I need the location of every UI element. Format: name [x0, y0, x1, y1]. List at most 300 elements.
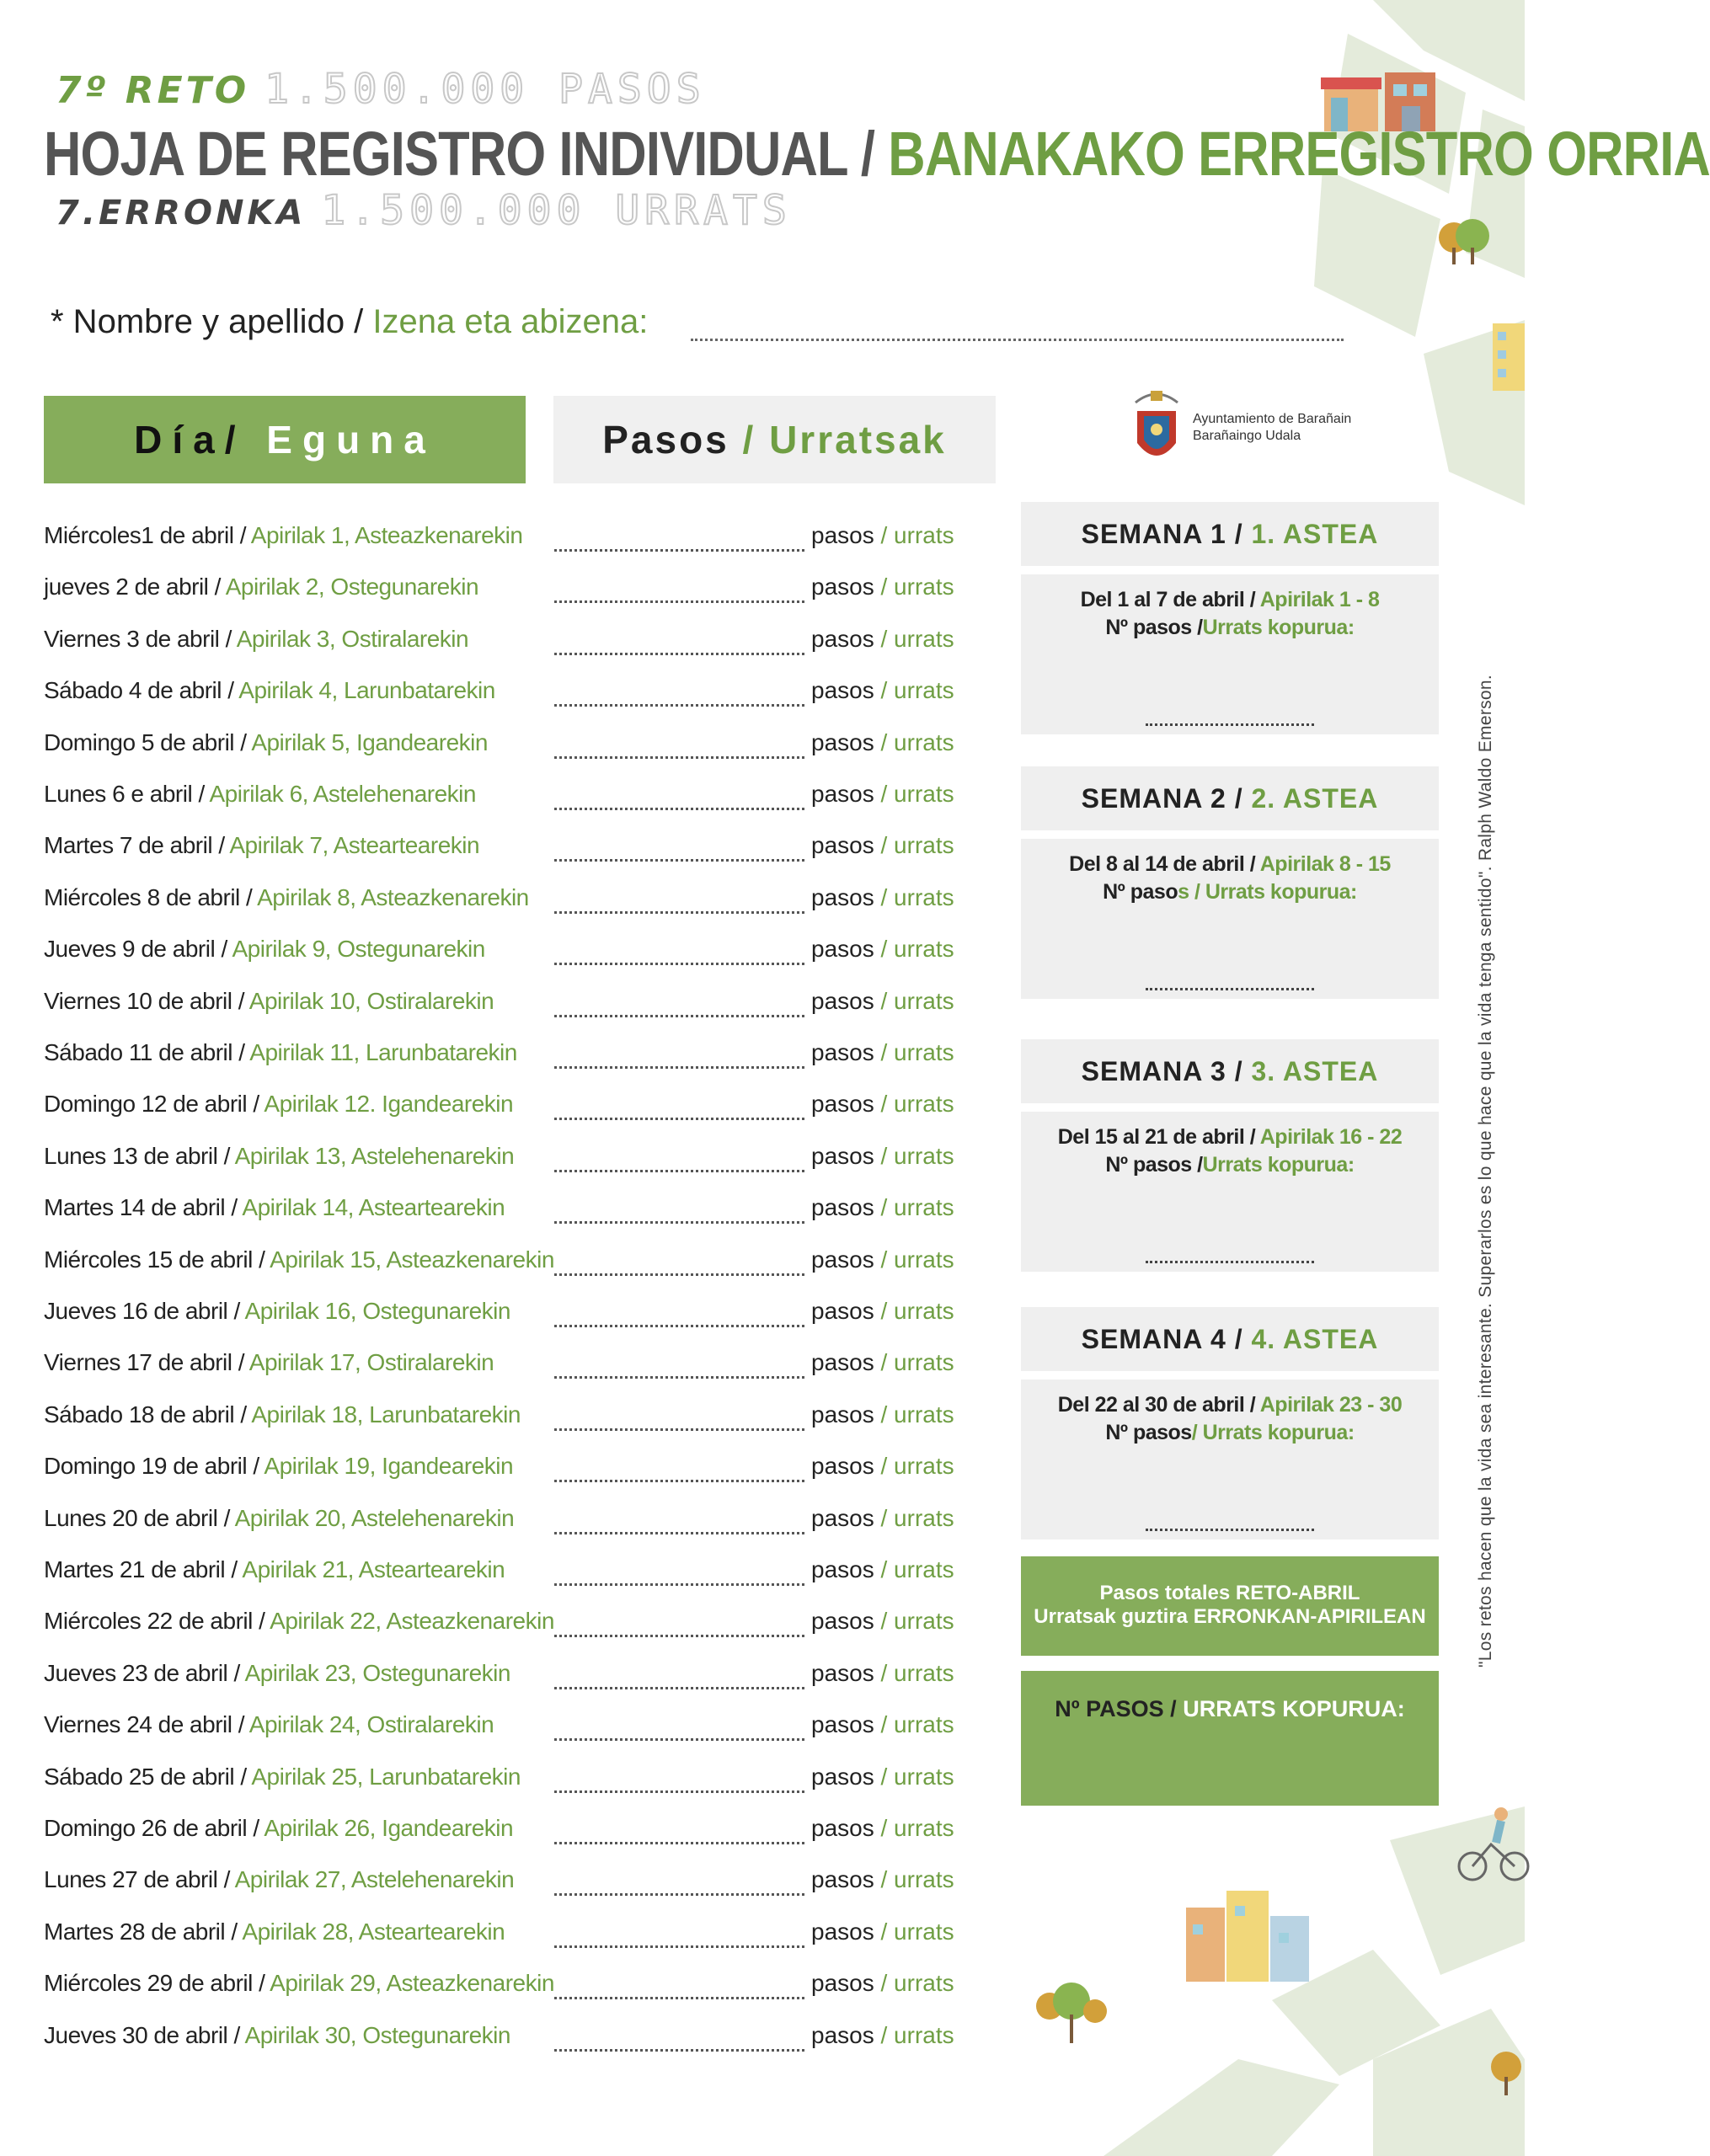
- unit-es: pasos: [811, 1246, 874, 1273]
- cyclist-illustration: [1457, 1802, 1525, 1883]
- unit-eu: / urrats: [880, 574, 954, 600]
- day-label-es: Miércoles1 de abril /: [44, 522, 247, 548]
- steps-input-line[interactable]: [554, 1893, 804, 1896]
- day-label-eu: Apirilak 16, Ostegunarekin: [244, 1298, 510, 1324]
- day-label: [44, 1505, 514, 1532]
- day-row: [44, 1349, 1004, 1383]
- count-label-eu: URRATS KOPURUA:: [1183, 1696, 1405, 1721]
- erronka-prefix: 7.ERRONKA: [56, 194, 307, 232]
- day-label-es: Lunes 27 de abril /: [44, 1866, 230, 1893]
- day-label-eu: Apirilak 4, Larunbatarekin: [238, 677, 495, 704]
- day-label-es: Jueves 23 de abril /: [44, 1659, 240, 1686]
- coat-of-arms-icon: [1127, 386, 1186, 470]
- day-row: [44, 522, 1004, 556]
- day-label: [44, 1815, 513, 1842]
- day-label: [44, 1246, 554, 1273]
- steps-input-line[interactable]: [554, 1687, 804, 1689]
- steps-unit: [811, 1764, 954, 1790]
- day-label: [44, 1556, 505, 1583]
- unit-eu: / urrats: [880, 1711, 954, 1738]
- day-label: [44, 626, 468, 653]
- unit-es: pasos: [811, 1659, 874, 1686]
- day-row: [44, 729, 1004, 763]
- steps-input-line[interactable]: [554, 1635, 804, 1637]
- steps-input-line[interactable]: [554, 600, 804, 603]
- day-label: [44, 1660, 510, 1687]
- tree-illustration-top: [1432, 217, 1499, 268]
- unit-es: pasos: [811, 574, 874, 600]
- week-count-es: Nº pasos /: [1105, 616, 1203, 639]
- unit-es: pasos: [811, 1556, 874, 1582]
- steps-input-line[interactable]: [554, 1221, 804, 1224]
- unit-eu: / urrats: [880, 1970, 954, 1997]
- day-row: [44, 1660, 1004, 1694]
- week-count-eu: Urrats kopurua:: [1202, 1153, 1355, 1177]
- week-header: [1021, 766, 1439, 830]
- name-label-es: * Nombre y apellido /: [51, 303, 364, 340]
- steps-input-line[interactable]: [554, 1842, 804, 1844]
- unit-es: pasos: [811, 1142, 874, 1169]
- day-label-eu: Apirilak 26, Igandearekin: [264, 1815, 514, 1841]
- day-label-eu: Apirilak 7, Asteartearekin: [229, 832, 480, 859]
- steps-input-line[interactable]: [554, 653, 804, 655]
- day-row: [44, 1246, 1004, 1280]
- day-label: [44, 2022, 510, 2049]
- day-row: [44, 781, 1004, 814]
- week-steps-input-line[interactable]: [1146, 723, 1314, 726]
- erronka-heading: [56, 187, 792, 237]
- steps-input-line[interactable]: [554, 1480, 804, 1482]
- day-row: [44, 1453, 1004, 1486]
- day-column-header: [44, 396, 526, 483]
- day-label-es: Jueves 9 de abril /: [44, 936, 227, 963]
- day-label-eu: Apirilak 12. Igandearekin: [264, 1091, 514, 1118]
- title-es: HOJA DE REGISTRO INDIVIDUAL /: [44, 119, 875, 189]
- steps-input-line[interactable]: [554, 963, 804, 965]
- steps-unit: [811, 1246, 954, 1273]
- total-line1: Pasos totales RETO-ABRIL: [1099, 1582, 1360, 1604]
- week-header: [1021, 1307, 1439, 1371]
- unit-eu: / urrats: [880, 781, 954, 807]
- steps-unit: [811, 781, 954, 808]
- steps-unit: [811, 1866, 954, 1893]
- steps-unit: [811, 626, 954, 653]
- steps-unit: [811, 1039, 954, 1066]
- unit-es: pasos: [811, 1298, 874, 1324]
- day-label: [44, 781, 476, 808]
- steps-input-line[interactable]: [554, 859, 804, 862]
- unit-eu: / urrats: [880, 1401, 954, 1428]
- week-range: [1021, 852, 1439, 877]
- week-title-es: SEMANA 4 /: [1081, 1323, 1243, 1354]
- unit-es: pasos: [811, 832, 874, 859]
- day-label-es: Domingo 26 de abril /: [44, 1815, 259, 1841]
- steps-input-line[interactable]: [554, 1066, 804, 1069]
- day-row: [44, 1401, 1004, 1435]
- day-label: [44, 1349, 494, 1376]
- day-label: [44, 1091, 513, 1118]
- day-label-es: Lunes 20 de abril /: [44, 1504, 230, 1531]
- day-label: [44, 1453, 513, 1480]
- week-count-label: [1021, 880, 1439, 905]
- day-label: [44, 1866, 514, 1893]
- day-label-eu: Apirilak 18, Larunbatarekin: [251, 1401, 521, 1428]
- steps-unit: [811, 729, 954, 756]
- week-body: [1021, 1380, 1439, 1540]
- day-label-es: Martes 7 de abril /: [44, 832, 225, 859]
- steps-input-line[interactable]: [554, 1015, 804, 1017]
- day-label: [44, 1298, 510, 1325]
- unit-eu: / urrats: [880, 1866, 954, 1893]
- week-title-es: SEMANA 1 /: [1081, 518, 1243, 549]
- day-row: [44, 2022, 1004, 2056]
- day-row: [44, 1711, 1004, 1745]
- steps-unit: [811, 1608, 954, 1635]
- week-count-label: [1021, 616, 1439, 640]
- day-label-eu: Apirilak 25, Larunbatarekin: [251, 1763, 521, 1790]
- day-label: [44, 832, 479, 859]
- week-range-eu: Apirilak 8 - 15: [1259, 852, 1391, 876]
- week-count-label: [1021, 1421, 1439, 1445]
- week-range-eu: Apirilak 1 - 8: [1259, 588, 1380, 611]
- day-label-es: Lunes 13 de abril /: [44, 1142, 230, 1169]
- unit-es: pasos: [811, 1866, 874, 1893]
- total-count-box[interactable]: [1021, 1671, 1439, 1806]
- day-label-eu: Apirilak 14, Asteartearekin: [242, 1194, 505, 1221]
- unit-eu: / urrats: [880, 1194, 954, 1221]
- steps-unit: [811, 1505, 954, 1532]
- week-title-eu: 1. ASTEA: [1251, 518, 1379, 549]
- day-label-eu: Apirilak 3, Ostiralarekin: [236, 625, 469, 652]
- day-label-eu: Apirilak 1, Asteazkenarekin: [250, 522, 523, 548]
- day-row: [44, 1505, 1004, 1539]
- steps-unit: [811, 884, 954, 911]
- day-row: [44, 1866, 1004, 1900]
- unit-eu: / urrats: [880, 677, 954, 704]
- unit-eu: / urrats: [880, 1556, 954, 1582]
- steps-input-line[interactable]: [554, 2049, 804, 2052]
- week-count-eu: / Urrats kopurua:: [1191, 1421, 1355, 1444]
- day-row: [44, 884, 1004, 918]
- day-label-es: jueves 2 de abril /: [44, 574, 221, 600]
- week-range-eu: Apirilak 16 - 22: [1259, 1125, 1403, 1149]
- steps-input-line[interactable]: [554, 1583, 804, 1586]
- unit-es: pasos: [811, 883, 874, 910]
- steps-input-line[interactable]: [554, 1170, 804, 1172]
- day-label-eu: Apirilak 28, Asteartearekin: [242, 1918, 505, 1945]
- unit-eu: / urrats: [880, 1815, 954, 1841]
- week-header: [1021, 502, 1439, 566]
- day-row: [44, 1970, 1004, 2004]
- day-label-eu: Apirilak 24, Ostiralarekin: [248, 1711, 494, 1738]
- unit-es: pasos: [811, 1711, 874, 1738]
- unit-eu: / urrats: [880, 832, 954, 859]
- steps-input-line[interactable]: [554, 1738, 804, 1741]
- week-steps-input-line[interactable]: [1146, 1261, 1314, 1263]
- trees-illustration-bottom: [1029, 1979, 1114, 2047]
- steps-input-line[interactable]: [554, 549, 804, 552]
- day-label-es: Miércoles 22 de abril /: [44, 1608, 265, 1635]
- unit-es: pasos: [811, 1401, 874, 1428]
- unit-es: pasos: [811, 1970, 874, 1997]
- steps-input-line[interactable]: [554, 1428, 804, 1431]
- day-label-eu: Apirilak 27, Astelehenarekin: [234, 1866, 515, 1893]
- day-label-eu: Apirilak 22, Asteazkenarekin: [270, 1608, 554, 1635]
- unit-eu: / urrats: [880, 1298, 954, 1324]
- day-label: [44, 1764, 521, 1790]
- name-label-eu: Izena eta abizena:: [372, 303, 649, 340]
- emerson-quote: "Los retos hacen que la vida sea interesante. Superarlos es lo que hace que la vida tenga sentido". Ralph Waldo Emerson.: [1476, 674, 1495, 1668]
- day-label-es: Miércoles 8 de abril /: [44, 883, 253, 910]
- tree-illustration-corner: [1483, 2047, 1525, 2097]
- steps-unit: [811, 1815, 954, 1842]
- day-label-es: Viernes 17 de abril /: [44, 1349, 245, 1376]
- unit-eu: / urrats: [880, 1246, 954, 1273]
- day-row: [44, 626, 1004, 659]
- day-label-es: Jueves 30 de abril /: [44, 2021, 240, 2048]
- reto-heading: [56, 66, 706, 116]
- week-count-eu: s / Urrats kopurua:: [1178, 880, 1357, 904]
- unit-eu: / urrats: [880, 2021, 954, 2048]
- day-row: [44, 1556, 1004, 1590]
- day-label-eu: Apirilak 21, Asteartearekin: [242, 1556, 505, 1582]
- steps-unit: [811, 936, 954, 963]
- steps-unit: [811, 1349, 954, 1376]
- day-label-eu: Apirilak 23, Ostegunarekin: [244, 1659, 510, 1686]
- steps-input-line[interactable]: [554, 1997, 804, 1999]
- week-count-es: Nº paso: [1103, 880, 1178, 904]
- day-label-es: Martes 14 de abril /: [44, 1194, 238, 1221]
- unit-es: pasos: [811, 1349, 874, 1376]
- day-label: [44, 1401, 521, 1428]
- steps-input-line[interactable]: [554, 1790, 804, 1793]
- steps-unit: [811, 1143, 954, 1170]
- day-label-eu: Apirilak 15, Asteazkenarekin: [270, 1246, 554, 1273]
- day-row: [44, 1039, 1004, 1073]
- day-row: [44, 1815, 1004, 1849]
- day-label-es: Miércoles 29 de abril /: [44, 1970, 265, 1997]
- day-label-es: Lunes 6 e abril /: [44, 781, 205, 807]
- total-steps-box: [1021, 1556, 1439, 1656]
- week-range: [1021, 588, 1439, 612]
- steps-header-es: Pasos: [602, 418, 729, 462]
- steps-input-line[interactable]: [554, 1945, 804, 1948]
- day-row: [44, 936, 1004, 969]
- unit-eu: / urrats: [880, 1142, 954, 1169]
- day-label-es: Sábado 18 de abril /: [44, 1401, 247, 1428]
- erronka-steps: 1.500.000 URRATS: [321, 187, 792, 234]
- week-range-es: Del 15 al 21 de abril /: [1057, 1125, 1256, 1149]
- steps-unit: [811, 1091, 954, 1118]
- unit-es: pasos: [811, 1453, 874, 1480]
- unit-eu: / urrats: [880, 625, 954, 652]
- week-steps-input-line[interactable]: [1146, 1529, 1314, 1531]
- week-body: [1021, 1112, 1439, 1272]
- day-label-eu: Apirilak 2, Ostegunarekin: [225, 574, 479, 600]
- unit-es: pasos: [811, 1815, 874, 1841]
- steps-input-line[interactable]: [554, 756, 804, 759]
- day-label: [44, 1970, 554, 1997]
- day-label-es: Sábado 11 de abril /: [44, 1039, 245, 1065]
- steps-input-line[interactable]: [554, 1118, 804, 1120]
- total-line2: Urratsak guztira ERRONKAN-APIRILEAN: [1034, 1605, 1426, 1628]
- steps-unit: [811, 1660, 954, 1687]
- steps-unit: [811, 1194, 954, 1221]
- reto-prefix: 7º RETO: [56, 69, 250, 112]
- steps-input-line[interactable]: [554, 1325, 804, 1327]
- day-label-eu: Apirilak 11, Larunbatarekin: [249, 1039, 517, 1065]
- title-eu: BANAKAKO ERREGISTRO ORRIA: [888, 119, 1710, 189]
- week-title-es: SEMANA 2 /: [1081, 782, 1243, 814]
- steps-input-line[interactable]: [554, 911, 804, 914]
- unit-es: pasos: [811, 522, 874, 548]
- unit-es: pasos: [811, 936, 874, 963]
- day-row: [44, 1919, 1004, 1952]
- day-label-eu: Apirilak 9, Ostegunarekin: [232, 936, 485, 963]
- unit-eu: / urrats: [880, 522, 954, 548]
- steps-header-eu: / Urratsak: [742, 418, 947, 462]
- day-header-eu: Eguna: [266, 418, 436, 462]
- day-label: [44, 988, 494, 1015]
- steps-unit: [811, 1401, 954, 1428]
- day-label-eu: Apirilak 17, Ostiralarekin: [248, 1349, 494, 1376]
- day-row: [44, 1608, 1004, 1641]
- week-range: [1021, 1393, 1439, 1417]
- count-label-es: Nº PASOS /: [1055, 1696, 1177, 1721]
- week-body: [1021, 574, 1439, 734]
- unit-es: pasos: [811, 781, 874, 807]
- steps-unit: [811, 988, 954, 1015]
- day-label-eu: Apirilak 20, Astelehenarekin: [234, 1504, 515, 1531]
- day-label-eu: Apirilak 8, Asteazkenarekin: [257, 883, 529, 910]
- unit-eu: / urrats: [880, 1918, 954, 1945]
- day-label: [44, 1608, 554, 1635]
- logo-line1: Ayuntamiento de Barañain: [1193, 412, 1352, 426]
- week-count-label: [1021, 1153, 1439, 1177]
- day-label-eu: Apirilak 5, Igandearekin: [251, 728, 488, 755]
- steps-unit: [811, 1556, 954, 1583]
- day-row: [44, 832, 1004, 866]
- unit-eu: / urrats: [880, 883, 954, 910]
- steps-unit: [811, 1919, 954, 1945]
- day-label-eu: Apirilak 30, Ostegunarekin: [244, 2021, 510, 2048]
- day-label-es: Domingo 19 de abril /: [44, 1453, 259, 1480]
- day-label-es: Jueves 16 de abril /: [44, 1298, 240, 1324]
- week-header: [1021, 1039, 1439, 1103]
- day-label-es: Sábado 25 de abril /: [44, 1763, 247, 1790]
- day-label-es: Sábado 4 de abril /: [44, 677, 234, 704]
- unit-es: pasos: [811, 1091, 874, 1118]
- week-title-es: SEMANA 3 /: [1081, 1055, 1243, 1086]
- week-count-es: Nº pasos /: [1105, 1153, 1203, 1177]
- day-label-es: Viernes 10 de abril /: [44, 987, 245, 1014]
- day-label-es: Martes 28 de abril /: [44, 1918, 238, 1945]
- unit-es: pasos: [811, 1039, 874, 1065]
- day-label: [44, 1919, 505, 1945]
- unit-es: pasos: [811, 1763, 874, 1790]
- steps-input-line[interactable]: [554, 808, 804, 810]
- week-count-eu: Urrats kopurua:: [1202, 616, 1355, 639]
- week-title-eu: 4. ASTEA: [1251, 1323, 1379, 1354]
- unit-eu: / urrats: [880, 936, 954, 963]
- unit-es: pasos: [811, 987, 874, 1014]
- unit-eu: / urrats: [880, 1659, 954, 1686]
- unit-eu: / urrats: [880, 1608, 954, 1635]
- day-label: [44, 1143, 514, 1170]
- day-row: [44, 1143, 1004, 1177]
- day-row: [44, 1298, 1004, 1331]
- day-row: [44, 677, 1004, 711]
- day-label-eu: Apirilak 29, Asteazkenarekin: [270, 1970, 554, 1997]
- week-title-eu: 2. ASTEA: [1251, 782, 1379, 814]
- day-label: [44, 936, 485, 963]
- week-count-es: Nº pasos: [1105, 1421, 1192, 1444]
- unit-eu: / urrats: [880, 1039, 954, 1065]
- day-row: [44, 574, 1004, 607]
- day-label-es: Viernes 24 de abril /: [44, 1711, 245, 1738]
- unit-es: pasos: [811, 1918, 874, 1945]
- day-row: [44, 1194, 1004, 1228]
- steps-unit: [811, 1453, 954, 1480]
- steps-input-line[interactable]: [554, 1376, 804, 1379]
- day-label-es: Martes 21 de abril /: [44, 1556, 238, 1582]
- unit-eu: / urrats: [880, 1504, 954, 1531]
- week-title-eu: 3. ASTEA: [1251, 1055, 1379, 1086]
- week-range-eu: Apirilak 23 - 30: [1259, 1393, 1403, 1417]
- reto-steps: 1.500.000 PASOS: [265, 66, 706, 113]
- day-label: [44, 677, 495, 704]
- week-range-es: Del 22 al 30 de abril /: [1057, 1393, 1256, 1417]
- unit-es: pasos: [811, 728, 874, 755]
- day-header-es: Día/: [134, 418, 246, 462]
- day-label-eu: Apirilak 6, Astelehenarekin: [209, 781, 476, 807]
- week-range-es: Del 8 al 14 de abril /: [1069, 852, 1256, 876]
- steps-input-line[interactable]: [554, 1273, 804, 1276]
- logo-line2: Barañaingo Udala: [1193, 429, 1301, 443]
- page-title: [44, 118, 1710, 189]
- steps-unit: [811, 574, 954, 600]
- day-label-eu: Apirilak 19, Igandearekin: [264, 1453, 514, 1480]
- steps-input-line[interactable]: [554, 1532, 804, 1534]
- day-row: [44, 1764, 1004, 1797]
- unit-eu: / urrats: [880, 1091, 954, 1118]
- day-label: [44, 522, 522, 549]
- steps-unit: [811, 2022, 954, 2049]
- day-label-eu: Apirilak 10, Ostiralarekin: [248, 987, 494, 1014]
- day-label: [44, 729, 488, 756]
- steps-input-line[interactable]: [554, 704, 804, 707]
- day-label-es: Viernes 3 de abril /: [44, 625, 232, 652]
- unit-es: pasos: [811, 1504, 874, 1531]
- day-label: [44, 884, 529, 911]
- week-steps-input-line[interactable]: [1146, 988, 1314, 990]
- unit-es: pasos: [811, 625, 874, 652]
- day-label: [44, 1711, 494, 1738]
- week-range: [1021, 1125, 1439, 1150]
- unit-es: pasos: [811, 1194, 874, 1221]
- name-input-line[interactable]: [691, 339, 1344, 341]
- unit-es: pasos: [811, 1608, 874, 1635]
- unit-eu: / urrats: [880, 728, 954, 755]
- steps-unit: [811, 832, 954, 859]
- building-illustration: [1493, 323, 1525, 391]
- day-label-es: Domingo 5 de abril /: [44, 728, 247, 755]
- day-row: [44, 1091, 1004, 1124]
- unit-eu: / urrats: [880, 1453, 954, 1480]
- steps-unit: [811, 1970, 954, 1997]
- steps-unit: [811, 677, 954, 704]
- day-label-es: Domingo 12 de abril /: [44, 1091, 259, 1118]
